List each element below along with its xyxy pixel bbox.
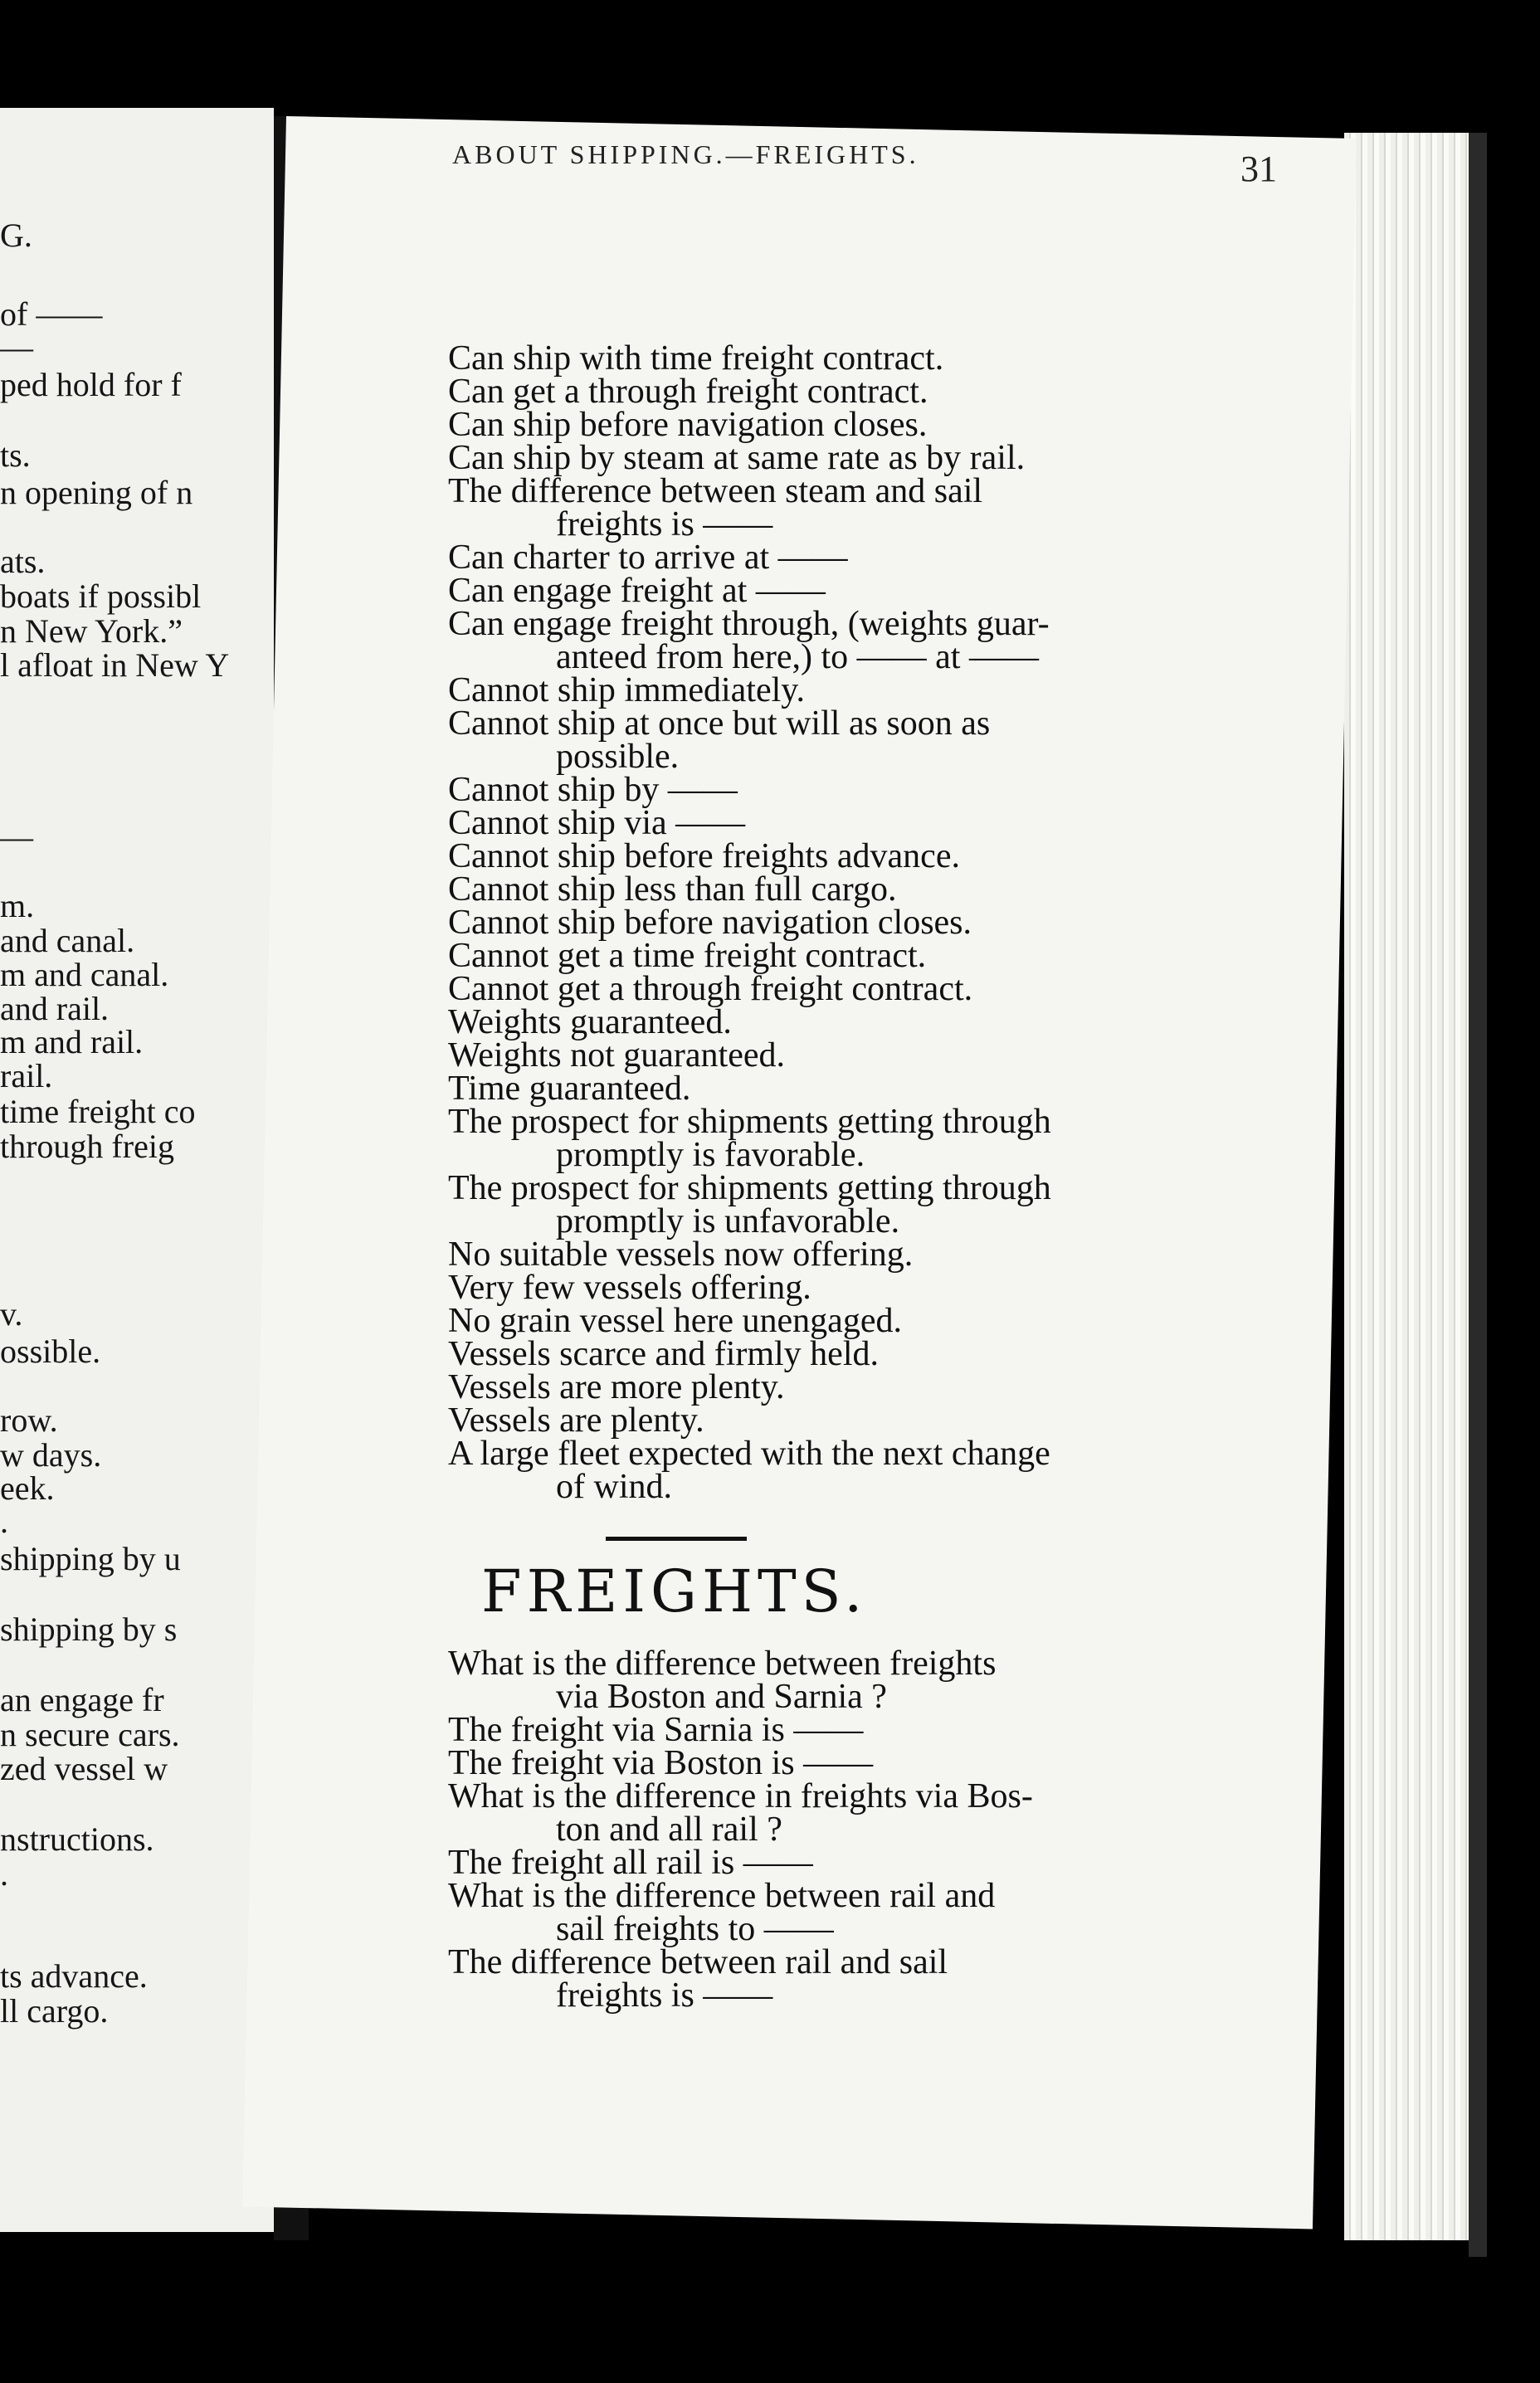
phrase-line: Can ship before navigation closes. bbox=[448, 406, 928, 444]
phrase-line: anteed from here,) to —— at —— bbox=[556, 638, 1039, 676]
phrase-line: Weights guaranteed. bbox=[448, 1003, 732, 1041]
phrase-line: Cannot get a through freight contract. bbox=[448, 970, 973, 1008]
left-page-line: through freig bbox=[0, 1128, 174, 1165]
left-page-line: . bbox=[0, 1855, 8, 1893]
phrase-line: freights is —— bbox=[556, 1976, 773, 2015]
left-page-line: n New York.” bbox=[0, 612, 183, 650]
left-page-line: and rail. bbox=[0, 990, 110, 1027]
phrase-line: promptly is unfavorable. bbox=[556, 1202, 900, 1240]
phrase-line: The difference between rail and sail bbox=[448, 1943, 948, 1981]
phrase-line: Cannot ship immediately. bbox=[448, 671, 806, 709]
left-page-line: eek. bbox=[0, 1469, 55, 1507]
phrase-line: Can charter to arrive at —— bbox=[448, 538, 848, 577]
left-page-line: — bbox=[0, 818, 33, 855]
phrase-line: No grain vessel here unengaged. bbox=[448, 1302, 902, 1340]
left-page-line: time freight co bbox=[0, 1093, 196, 1130]
phrase-line: The freight via Boston is —— bbox=[448, 1744, 874, 1782]
left-page-line: l afloat in New Y bbox=[0, 646, 230, 684]
page-number: 31 bbox=[1240, 149, 1277, 189]
left-page-line: n opening of n bbox=[0, 474, 193, 511]
phrase-line: What is the difference in freights via Bos- bbox=[448, 1777, 1033, 1815]
left-page-line: an engage fr bbox=[0, 1681, 164, 1718]
phrase-line: Cannot ship via —— bbox=[448, 804, 746, 842]
phrase-line: Time guaranteed. bbox=[448, 1070, 691, 1108]
phrase-line: Vessels are more plenty. bbox=[448, 1368, 785, 1406]
phrase-line: A large fleet expected with the next change bbox=[448, 1435, 1050, 1473]
phrase-line: No suitable vessels now offering. bbox=[448, 1235, 914, 1274]
left-page-line: m and canal. bbox=[0, 956, 169, 993]
phrase-line: Cannot ship less than full cargo. bbox=[448, 870, 897, 909]
left-page-line: of —— bbox=[0, 295, 103, 333]
left-page-line: v. bbox=[0, 1295, 23, 1333]
phrase-column bbox=[448, 339, 1286, 2015]
phrase-line: Very few vessels offering. bbox=[448, 1269, 811, 1307]
phrase-line: Can ship by steam at same rate as by rail. bbox=[448, 439, 1026, 477]
phrase-line: The difference between steam and sail bbox=[448, 472, 983, 510]
phrase-line: Can engage freight at —— bbox=[448, 572, 826, 610]
left-page-line: ll cargo. bbox=[0, 1992, 109, 2030]
left-page-line: shipping by u bbox=[0, 1540, 181, 1577]
book-cover-edge bbox=[1469, 133, 1487, 2257]
left-page-line: — bbox=[0, 329, 33, 366]
phrase-line: The prospect for shipments getting through bbox=[448, 1169, 1051, 1207]
phrase-line: Can ship with time freight contract. bbox=[448, 339, 944, 378]
phrase-list bbox=[448, 339, 1286, 1506]
left-page bbox=[0, 108, 274, 2232]
left-page-line: ts. bbox=[0, 436, 31, 474]
phrase-line: Cannot get a time freight contract. bbox=[448, 937, 927, 975]
left-page-line: m. bbox=[0, 887, 35, 924]
phrase-line: Cannot ship by —— bbox=[448, 771, 738, 809]
phrase-line: possible. bbox=[556, 738, 680, 776]
left-page-line: n secure cars. bbox=[0, 1716, 180, 1753]
phrase-line: freights is —— bbox=[556, 505, 773, 543]
phrase-line: of wind. bbox=[556, 1468, 672, 1506]
phrase-line: sail freights to —— bbox=[556, 1910, 834, 1948]
left-page-line: ts advance. bbox=[0, 1957, 148, 1995]
left-page-line: m and rail. bbox=[0, 1023, 144, 1060]
phrase-line: What is the difference between rail and bbox=[448, 1877, 996, 1915]
phrase-line: Cannot ship before freights advance. bbox=[448, 837, 960, 875]
left-page-line: ped hold for f bbox=[0, 366, 182, 403]
section-title: FREIGHTS. bbox=[481, 1557, 868, 1625]
phrase-line: Vessels scarce and firmly held. bbox=[448, 1335, 879, 1373]
left-page-line: nstructions. bbox=[0, 1820, 154, 1858]
left-page-line: G. bbox=[0, 217, 32, 254]
left-page-line: shipping by s bbox=[0, 1611, 178, 1648]
left-page-line: rail. bbox=[0, 1057, 53, 1094]
phrase-line: Cannot ship before navigation closes. bbox=[448, 904, 972, 942]
left-page-line: row. bbox=[0, 1401, 58, 1439]
phrase-line: via Boston and Sarnia ? bbox=[556, 1678, 887, 1716]
left-page-line: boats if possibl bbox=[0, 577, 202, 615]
phrase-line: The freight all rail is —— bbox=[448, 1844, 813, 1882]
phrase-line: Vessels are plenty. bbox=[448, 1401, 704, 1440]
phrase-line: Cannot ship at once but will as soon as bbox=[448, 704, 991, 743]
section-divider bbox=[606, 1537, 747, 1541]
left-page-line: ats. bbox=[0, 543, 46, 580]
phrase-line: What is the difference between freights bbox=[448, 1645, 997, 1683]
phrase-line: Can get a through freight contract. bbox=[448, 373, 928, 411]
phrase-line: promptly is favorable. bbox=[556, 1136, 865, 1174]
left-page-line: and canal. bbox=[0, 922, 135, 959]
phrase-line: Can engage freight through, (weights guar- bbox=[448, 605, 1050, 643]
left-page-line: ossible. bbox=[0, 1333, 101, 1370]
phrase-line: The freight via Sarnia is —— bbox=[448, 1711, 864, 1749]
left-page-line: . bbox=[0, 1503, 8, 1540]
phrase-line: Weights not guaranteed. bbox=[448, 1036, 785, 1075]
running-header: ABOUT SHIPPING.—FREIGHTS. bbox=[452, 139, 919, 169]
page-edges bbox=[1344, 133, 1477, 2240]
phrase-line: ton and all rail ? bbox=[556, 1810, 782, 1849]
left-page-line: w days. bbox=[0, 1436, 102, 1474]
phrase-line: The prospect for shipments getting through bbox=[448, 1103, 1051, 1141]
left-page-line: zed vessel w bbox=[0, 1750, 168, 1787]
freights-phrase-list bbox=[448, 1645, 1286, 2015]
